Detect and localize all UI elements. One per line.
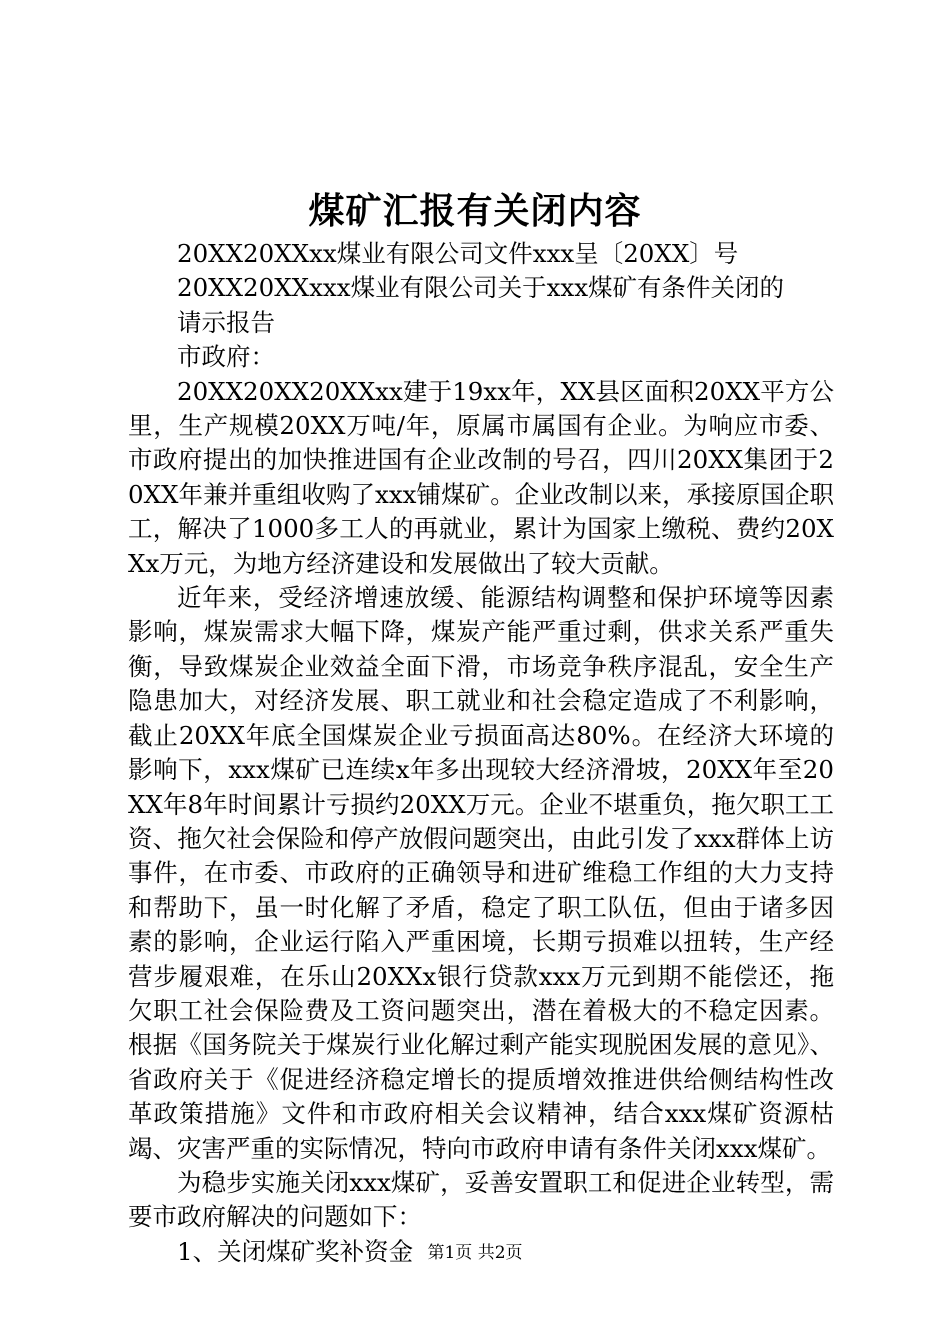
paragraph-situation: 近年来，受经济增速放缓、能源结构调整和保护环境等因素影响，煤炭需求大幅下降，煤炭产能严重过剩，供求关系严重失衡，导致煤炭企业效益全面下滑，市场竞争秩序混乱，安全生产隐患加大，对经济发展、职工就业和社会稳定造成了不利影响，截止20XX年底全国煤炭企业亏损面高达80%。在经济大环境的影响下，xxx煤矿已连续x年多出现较大经济滑坡，20XX年至20XX年8年时间累计亏损约20XX万元。企业不堪重负，拖欠职工工资、拖欠社会保险和停产放假问题突出，由此引发了xxx群体上访事件，在市委、市政府的正确领导和进矿维稳工作组的大力支持和帮助下，虽一时化解了矛盾，稳定了职工队伍，但由于诸多因素的影响，企业运行陷入严重困境，长期亏损难以扭转，生产经营步履艰难，在乐山20XXx银行贷款xxx万元到期不能偿还，拖欠职工社会保险费及工资问题突出，潜在着极大的不稳定因素。根据《国务院关于煤炭行业化解过剩产能实现脱困发展的意见》、省政府关于《促进经济稳定增长的提质增效推进供给侧结构性改革政策措施》文件和市政府相关会议精神，结合xxx煤矿资源枯竭、灾害严重的实际情况，特向市政府申请有条件关闭xxx煤矿。: [128, 583, 834, 1163]
salutation: 市政府：: [177, 342, 275, 372]
document-title: 煤矿汇报有关闭内容: [308, 190, 642, 232]
header-line-report: 请示报告: [177, 307, 275, 337]
header-line-file-number: 20XX20XXxx煤业有限公司文件xxx呈〔20XX〕号: [177, 239, 739, 268]
page-footer: 第1页 共2页: [427, 1243, 523, 1263]
paragraph-request: 为稳步实施关闭xxx煤矿，妥善安置职工和促进企业转型，需要市政府解决的问题如下：: [128, 1167, 834, 1232]
document-body: [128, 237, 834, 1269]
paragraph-background: 20XX20XX20XXxx建于19xx年，XX县区面积20XX平方公里，生产规模20XX万吨/年，原属市属国有企业。为响应市委、市政府提出的加快推进国有企业改制的号召，四川20XX集团于20XX年兼并重组收购了xxx铺煤矿。企业改制以来，承接原国企职工，解决了1000多工人的再就业，累计为国家上缴税、费约20XXx万元，为地方经济建设和发展做出了较大贡献。: [128, 376, 834, 578]
header-line-subject: 20XX20XXxxx煤业有限公司关于xxx煤矿有条件关闭的: [177, 273, 785, 303]
list-item: 1、关闭煤矿奖补资金: [177, 1236, 414, 1266]
